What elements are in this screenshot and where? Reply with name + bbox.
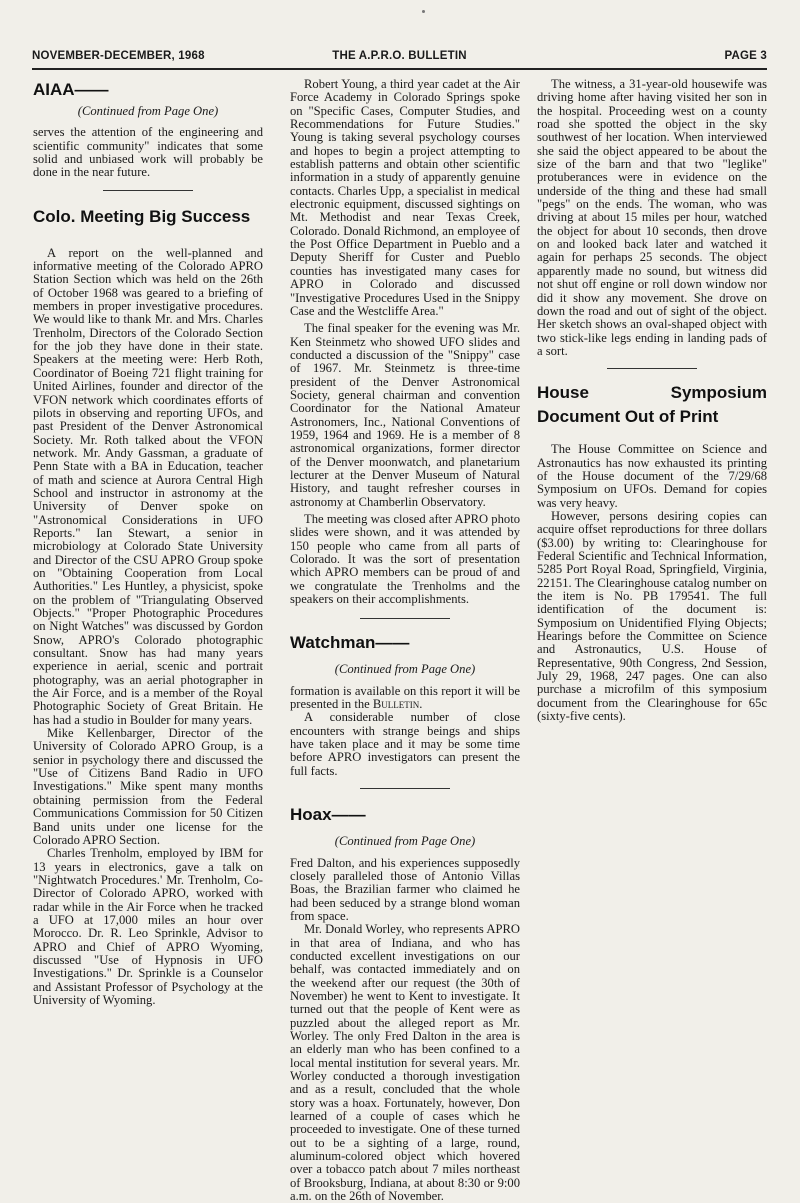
watchman-text: formation is available on this report it will be presented in the bbox=[290, 683, 520, 712]
colo-paragraph: Charles Trenholm, employed by IBM for 13 years in electronics, gave a talk on "Nightwatch Procedures.' Mr. Trenholm, Co-Director of Colorado APRO, worked with radar while in the Air Force when he tracked a UFO at 17,000 miles an hour over Morocco. Dr. R. Leo Sprinkle, Advisor to APRO and Chief of APRO Wyoming, discussed "Use of Hypnosis in UFO Investigations." Dr. Sprinkle is a Counselor and Assistant Professor of Psychology at the University of Wyoming. bbox=[33, 846, 263, 1007]
hoax-paragraph: Fred Dalton, and his experiences supposedly closely paralleled those of Antonio Villas Boas, the Brazilian farmer who claimed he had been seduced by a strange blond woman from space. bbox=[290, 855, 520, 923]
watchman-text-end: . bbox=[419, 697, 423, 712]
house-paragraph: However, persons desiring copies can acquire offset reproductions for three dollars ($3.00) by writing to: Clearinghouse for Federal Scientific and Technical Information, 5285 Port Royal Road, Springfield, Virginia, 22151. The Clearinghouse catalog number on the item is No. PB 179541. The full identification of the document is: Symposium on Unidentified Flying Objects; Hearings before the Committee on Science and Astronautics, U.S. House of Representative, 90th Congress, 2nd Session, July 29, 1968, 247 pages. One can also purchase a microfilm of this symposium document from the Clearinghouse for 65c (sixty-five cents). bbox=[537, 508, 767, 724]
colo-paragraph: Robert Young, a third year cadet at the Air Force Academy in Colorado Springs spoke on "Specific Cases, Computer Studies, and Recommendations for Future Studies." Young is taking several psychology courses and hopes to begin a project attempting to establish patterns and obtain other scientific information in a study of apparently genuine contacts. Charles Upp, a specialist in medical electronic equipment, discussed sightings on Mt. Methodist and near Texas Creek, Colorado. Donald Richmond, an employee of the Post Office Department in Pueblo and a Deputy Sheriff for Custer and Pueblo counties has investigated many cases for APRO in Colorado and discussed "Investigative Procedures Used in the Snippy Case and the Westcliffe Area." bbox=[290, 77, 520, 318]
hoax-continued: (Continued from Page One) bbox=[334, 834, 476, 849]
house-paragraph: The House Committee on Science and Astronautics has now exhausted its printing of the House document of the 7/29/68 Symposium on UFOs. Demand for copies was very heavy. bbox=[537, 442, 767, 510]
column-3 bbox=[537, 78, 767, 723]
issue-date: NOVEMBER-DECEMBER, 1968 bbox=[32, 50, 205, 62]
header-rule bbox=[32, 68, 767, 70]
section-divider bbox=[103, 190, 193, 191]
aiaa-title: AIAA—— bbox=[33, 80, 109, 99]
print-speck bbox=[422, 10, 425, 13]
hoax-paragraph: The witness, a 31-year-old housewife was driving home after having visited her son in the hospital. Proceeding west on a county road she spotted the object in the sky southwest of her location. When interviewed she said the object appeared to be about the size of the barn and that two "leglike" protuberances were in evidence on the underside of the thing and these had small "pegs" on the ends. The woman, who was driving at about 15 miles per hour, watched the object for about 10 seconds, then drove on and looked back later and watched it again for perhaps 25 seconds. The object apparently made no sound, but witness did not shut off engine or roll down window nor did it show any movement. She drove on down the road and out of sight of the object. Her sketch shows an oval-shaped object with two stick-like legs ending in landing pads of a sort. bbox=[537, 77, 767, 358]
section-divider bbox=[360, 788, 450, 789]
column-2 bbox=[290, 77, 520, 1203]
column-1 bbox=[33, 78, 263, 1007]
page-header bbox=[32, 50, 767, 68]
hoax-title: Hoax—— bbox=[290, 805, 366, 825]
section-divider bbox=[607, 368, 697, 369]
section-divider bbox=[360, 618, 450, 619]
house-title: House Symposium Document Out of Print bbox=[537, 383, 767, 427]
colo-paragraph: A report on the well-planned and informative meeting of the Colorado APRO Station Section which was held on the 26th of October 1968 was geared to a briefing of members in proper investigative procedures. We would like to thank Mr. and Mrs. Charles Trenholm, Directors of the Colorado Section for the job they have done in their state. Speakers at the meeting were: Herb Roth, Coordinator of Boeing 721 flight training for United Airlines, founder and director of the VFON network which coordinates efforts of pilots in observing and reporting UFOs, and past President of the Denver Astronomical Society. Mr. Roth talked about the VFON network. Mr. Andy Gassman, a graduate of Penn State with a BA in Education, teacher of math and science at Aurora Central High School and instructor in astronomy at the University of Denver spoke on "Astronomical Considerations in UFO Reports." Ian Stewart, a senior in microbiology at Colorado State University and Director of the CSU APRO Group spoke on "Obtaining Cooperation from Local Authorities." Les Huntley, a physicist, spoke on the problem of "Triangulating Observed Objects." "Proper Photographic Procedures on Night Watches" was discussed by Gordon Snow, APRO's Colorado photographic consultant. Snow has had many years experience in aerial, scenic and portrait photography, was an aerial photographer in the Air Force, and is a member of the Royal Photographic Society of Great Britain. He has had a studio in Boulder for many years. bbox=[33, 245, 263, 727]
watchman-paragraph: A considerable number of close encounters with strange beings and ships have taken place and it may be some time before APRO investigators can present the full facts. bbox=[290, 710, 520, 778]
watchman-title: Watchman—— bbox=[290, 633, 410, 653]
aiaa-continued: (Continued from Page One) bbox=[77, 104, 219, 118]
colo-title: Colo. Meeting Big Success bbox=[33, 206, 251, 226]
page-number: PAGE 3 bbox=[724, 50, 767, 62]
colo-paragraph: The final speaker for the evening was Mr. Ken Steinmetz who showed UFO slides and conducted a discussion of the "Snippy" case of 1967. Mr. Steinmetz is three-time president of the Denver Astronomical Society, general chairman and convention Coordinator for the National Amateur Astronomers, Inc., National Conventions of 1959, 1964 and 1969. He is a member of 8 astronomical organizations, former director of the Denver moonwatch, and planetarium lecturer at the Denver Museum of Natural History, and taught refresher courses in astronomy at Chamberlin Observatory. bbox=[290, 321, 520, 509]
hoax-paragraph: Mr. Donald Worley, who represents APRO in that area of Indiana, and who has conducted excellent investigations on our behalf, was contacted immediately and on the weekend after our request (the 30th of November) he went to Kent to investigate. It turned out that the people of Kent were as puzzled about the alleged report as Mr. Worley. The only Fred Dalton in the area is an elderly man who has been confined to a local mental institution for several years. Mr. Worley conducted a thorough investigation and as a result, concluded that the whole story was a hoax. Fortunately, however, Don learned of a couple of cases which he proceeded to investigate. One of these turned out to be a sighting of a large, round, aluminum-colored object which hovered over a tobacco patch about 7 miles northeast of Brooksburg, Indiana, at about 8:30 or 9:00 a.m. on the 26th of November. bbox=[290, 922, 520, 1203]
publication-name: THE A.P.R.O. BULLETIN bbox=[332, 50, 467, 62]
colo-paragraph: Mike Kellenbarger, Director of the University of Colorado APRO Group, is a senior in psychology there and discussed the "Use of Citizens Band Radio in UFO Investigations." Mike spent many months obtaining permission from the Federal Communications Commission for 50 Citizen Band units under one license for the Colorado APRO Section. bbox=[33, 726, 263, 847]
watchman-paragraph bbox=[290, 685, 520, 712]
bulletin-name: Bulletin bbox=[372, 697, 420, 712]
watchman-continued: (Continued from Page One) bbox=[334, 662, 476, 677]
aiaa-paragraph: serves the attention of the engineering and scientific community" indicates that some solid and unbiased work will probably be done in the near future. bbox=[33, 125, 263, 180]
colo-paragraph: The meeting was closed after APRO photo slides were shown, and it was attended by 150 people who came from all parts of Colorado. It was the sort of presentation which APRO members can be proud of and we congratulate the Trenholms and the speakers on their accomplishments. bbox=[290, 512, 520, 607]
